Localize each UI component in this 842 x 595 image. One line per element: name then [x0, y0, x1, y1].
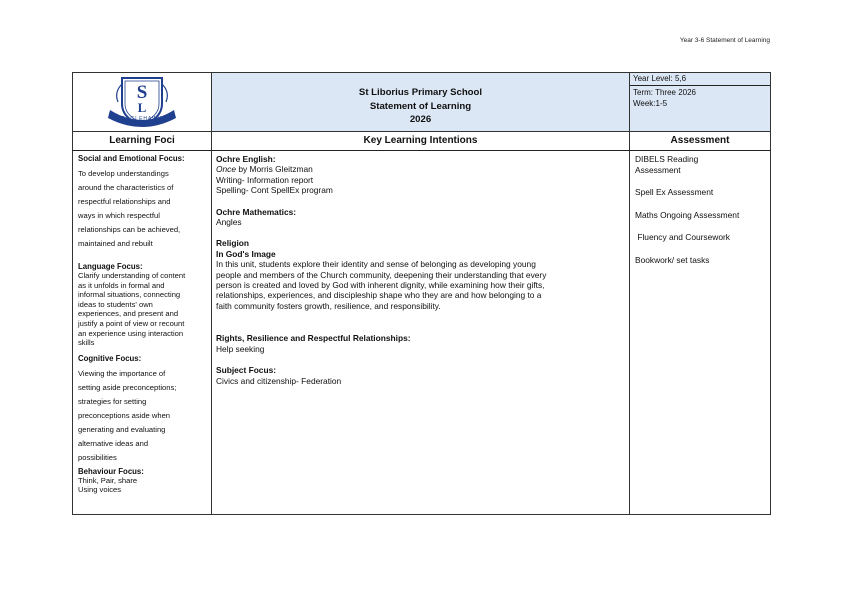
document-year: 2026	[409, 114, 432, 125]
header-assessment: Assessment	[630, 132, 771, 151]
cognitive-focus-title: Cognitive Focus:	[78, 353, 142, 363]
rights-title: Rights, Resilience and Respectful Relationships:	[216, 333, 411, 344]
cognitive-line: strategies for setting	[78, 396, 147, 406]
english-spelling: Spelling- Cont SpellEx program	[216, 185, 333, 196]
language-line: ideas to students' own	[78, 299, 153, 309]
language-line: as it unfolds in formal and	[78, 280, 165, 290]
social-line: To develop understandings	[78, 169, 169, 178]
language-line: an experience using interaction	[78, 328, 184, 338]
behaviour-line: Using voices	[78, 485, 122, 495]
religion-unit: In God's Image	[216, 248, 276, 259]
english-writing: Writing- Information report	[216, 174, 314, 185]
school-name: St Liborius Primary School	[358, 87, 483, 98]
book-title: Once	[216, 164, 237, 175]
school-title-cell	[212, 73, 630, 132]
religion-line: people and members of the Church community, deepening their understanding that every	[216, 269, 547, 280]
religion-line: person is created and loved by God with inherent dignity, while examining how their gifts,	[216, 280, 545, 291]
social-emotional-focus-text	[78, 167, 207, 251]
language-focus-text	[78, 271, 207, 348]
religion-line: relationships, experiences, and discipleship shape who they are and how belonging to a	[216, 290, 542, 301]
svg-text:S: S	[136, 82, 148, 103]
assessment-maths: Maths Ongoing Assessment	[635, 209, 740, 220]
subject-focus-title: Subject Focus:	[216, 365, 277, 376]
header-key-learning-intentions: Key Learning Intentions	[212, 132, 630, 151]
year-level: Year Level: 5,6	[630, 73, 770, 86]
behaviour-line: Think, Pair, share	[78, 475, 138, 485]
rights-topic: Help seeking	[216, 343, 265, 354]
page-header-note: Year 3-6 Statement of Learning	[679, 37, 770, 44]
maths-title: Ochre Mathematics:	[216, 206, 297, 217]
week: Week:1-5	[633, 98, 668, 108]
social-line: around the characteristics of	[78, 183, 174, 192]
assessment-bookwork: Bookwork/ set tasks	[635, 254, 710, 265]
learning-foci-cell	[73, 151, 212, 515]
assessment-dibels-cont: Assessment	[635, 164, 681, 175]
social-emotional-focus-title: Social and Emotional Focus:	[78, 154, 185, 163]
language-line: experiences, and present and	[78, 309, 179, 319]
assessment-fluency: Fluency and Coursework	[635, 232, 730, 242]
assessment-spell: Spell Ex Assessment	[635, 187, 714, 197]
language-line: Clarify understanding of content	[78, 271, 186, 280]
social-line: relationships can be achieved,	[78, 225, 181, 234]
term: Term: Three 2026	[633, 88, 696, 97]
religion-description	[216, 259, 625, 311]
cognitive-line: preconceptions aside when	[78, 410, 171, 420]
cognitive-line: setting aside preconceptions;	[78, 382, 177, 392]
book-author: by Morris Gleitzman	[236, 164, 313, 175]
behaviour-focus-text	[78, 476, 207, 495]
social-line: ways in which respectful	[78, 211, 160, 220]
title-row	[73, 73, 771, 132]
meta-cell	[630, 73, 771, 132]
subject-focus-topic: Civics and citizenship- Federation	[216, 375, 342, 386]
behaviour-focus-title: Behaviour Focus:	[78, 466, 144, 476]
maths-topic: Angles	[216, 217, 242, 228]
religion-title: Religion	[216, 238, 250, 249]
assessment-cell	[630, 151, 771, 515]
key-learning-intentions-cell	[212, 151, 630, 515]
cognitive-focus-text	[78, 367, 207, 465]
religion-line: faith community fosters growth, resilience, and responsibility.	[216, 300, 441, 311]
language-focus-title: Language Focus:	[78, 262, 143, 271]
cognitive-line: alternative ideas and	[78, 438, 149, 448]
social-line: maintained and rebuilt	[78, 239, 153, 248]
header-learning-foci: Learning Foci	[73, 132, 212, 151]
language-line: justify a point of view or recount	[78, 318, 185, 328]
svg-text:L: L	[137, 100, 147, 115]
language-line: informal situations, connecting	[78, 290, 181, 300]
logo-cell	[73, 73, 212, 132]
document-title: Statement of Learning	[369, 100, 472, 112]
statement-of-learning-table	[72, 72, 771, 515]
social-line: respectful relationships and	[78, 197, 171, 206]
cognitive-line: generating and evaluating	[78, 424, 166, 434]
school-crest-logo	[88, 74, 196, 130]
english-book	[216, 164, 625, 174]
assessment-dibels: DIBELS Reading	[635, 154, 699, 164]
religion-line: In this unit, students explore their identity and sense of belonging as developing young	[216, 259, 536, 270]
content-row	[73, 151, 771, 515]
header-row	[73, 132, 771, 151]
english-title: Ochre English:	[216, 154, 276, 164]
cognitive-line: Viewing the importance of	[78, 368, 166, 378]
language-line: skills	[78, 338, 95, 348]
cognitive-line: possibilities	[78, 452, 117, 462]
svg-text:EAGLEHAWK: EAGLEHAWK	[121, 116, 163, 122]
